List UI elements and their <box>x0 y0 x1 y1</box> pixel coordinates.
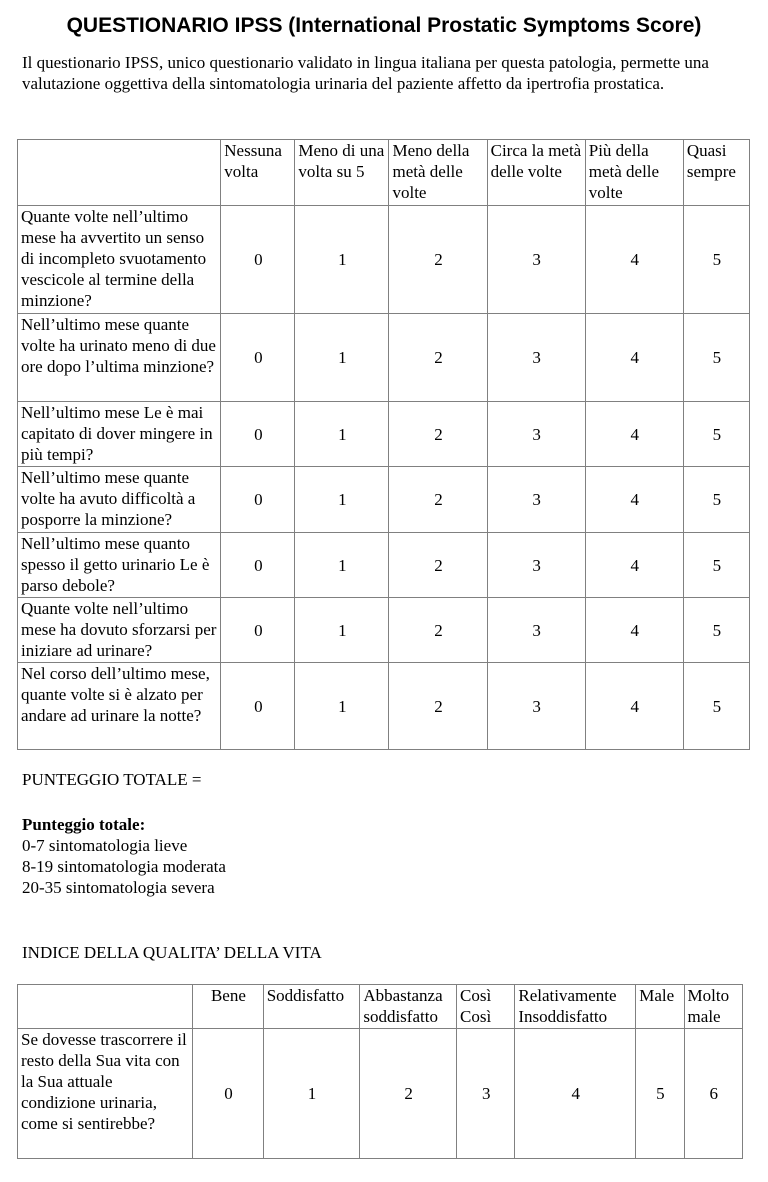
ipss-question-row <box>18 402 750 467</box>
question-text: Nell’ultimo mese quante volte ha urinato meno di due ore dopo l’ultima minzione? <box>18 314 221 402</box>
score-cell: 1 <box>295 314 389 402</box>
score-cell: 3 <box>487 663 585 750</box>
score-cell: 0 <box>221 598 295 663</box>
score-cell: 4 <box>585 402 683 467</box>
score-cell: 4 <box>585 467 683 533</box>
score-cell: 2 <box>389 402 487 467</box>
score-cell: 3 <box>457 1029 515 1159</box>
ipss-header-cell: Quasi sempre <box>683 140 749 206</box>
qol-header-cell: Relativamente Insoddisfatto <box>515 985 636 1029</box>
score-cell: 3 <box>487 402 585 467</box>
ipss-question-row <box>18 533 750 598</box>
qol-header-cell: Soddisfatto <box>263 985 360 1029</box>
score-cell: 3 <box>487 533 585 598</box>
total-score-line: PUNTEGGIO TOTALE = <box>22 770 202 789</box>
score-cell: 4 <box>585 598 683 663</box>
ipss-question-row <box>18 663 750 750</box>
qol-header-cell: Abbastanza soddisfatto <box>360 985 457 1029</box>
score-cell: 3 <box>487 206 585 314</box>
score-key <box>22 814 226 898</box>
qol-header-cell <box>18 985 193 1029</box>
ipss-header-cell: Nessuna volta <box>221 140 295 206</box>
score-cell: 0 <box>221 206 295 314</box>
score-cell: 4 <box>585 663 683 750</box>
page-title: QUESTIONARIO IPSS (International Prostatic Symptoms Score) <box>66 14 702 37</box>
qol-header-cell: Così Così <box>457 985 515 1029</box>
score-cell: 2 <box>389 598 487 663</box>
question-text: Nell’ultimo mese quanto spesso il getto urinario Le è parso debole? <box>18 533 221 598</box>
ipss-header-cell: Più della metà delle volte <box>585 140 683 206</box>
qol-table <box>17 984 743 1159</box>
score-range: 20-35 sintomatologia severa <box>22 878 215 897</box>
score-cell: 0 <box>221 533 295 598</box>
score-cell: 0 <box>221 314 295 402</box>
score-cell: 1 <box>295 402 389 467</box>
score-cell: 2 <box>389 206 487 314</box>
score-cell: 0 <box>221 663 295 750</box>
score-cell: 4 <box>585 533 683 598</box>
score-cell: 5 <box>683 314 749 402</box>
score-cell: 0 <box>221 402 295 467</box>
score-cell: 3 <box>487 467 585 533</box>
score-cell: 3 <box>487 598 585 663</box>
score-cell: 2 <box>389 663 487 750</box>
ipss-question-row <box>18 314 750 402</box>
score-cell: 1 <box>295 467 389 533</box>
score-cell: 2 <box>389 467 487 533</box>
ipss-table <box>17 139 750 750</box>
score-cell: 1 <box>295 598 389 663</box>
qol-question-row <box>18 1029 743 1159</box>
score-cell: 5 <box>683 467 749 533</box>
question-text: Quante volte nell’ultimo mese ha dovuto sforzarsi per iniziare ad urinare? <box>18 598 221 663</box>
qol-header-cell: Male <box>636 985 684 1029</box>
score-cell: 2 <box>360 1029 457 1159</box>
score-cell: 1 <box>295 533 389 598</box>
score-cell: 5 <box>683 402 749 467</box>
ipss-header-cell <box>18 140 221 206</box>
qol-heading: INDICE DELLA QUALITA’ DELLA VITA <box>22 943 322 962</box>
score-cell: 4 <box>585 206 683 314</box>
score-cell: 4 <box>515 1029 636 1159</box>
ipss-question-row <box>18 598 750 663</box>
score-cell: 4 <box>585 314 683 402</box>
qol-header-cell: Bene <box>193 985 263 1029</box>
ipss-question-row <box>18 206 750 314</box>
score-cell: 3 <box>487 314 585 402</box>
ipss-header-cell: Meno di una volta su 5 <box>295 140 389 206</box>
question-text: Nell’ultimo mese quante volte ha avuto difficoltà a posporre la minzione? <box>18 467 221 533</box>
score-cell: 5 <box>683 663 749 750</box>
ipss-question-row <box>18 467 750 533</box>
score-cell: 2 <box>389 314 487 402</box>
score-cell: 1 <box>295 663 389 750</box>
qol-header-row <box>18 985 743 1029</box>
score-cell: 1 <box>295 206 389 314</box>
ipss-header-cell: Circa la metà delle volte <box>487 140 585 206</box>
intro-paragraph: Il questionario IPSS, unico questionario validato in lingua italiana per questa patologia, permette una valutazione oggettiva della sintomatologia urinaria del paziente affetto da ipertrofia prostatica. <box>22 53 709 93</box>
score-cell: 5 <box>683 598 749 663</box>
score-cell: 5 <box>636 1029 684 1159</box>
score-cell: 5 <box>683 533 749 598</box>
qol-question-text: Se dovesse trascorrere il resto della Sua vita con la Sua attuale condizione urinaria, come si sentirebbe? <box>18 1029 193 1159</box>
score-cell: 6 <box>684 1029 742 1159</box>
score-cell: 5 <box>683 206 749 314</box>
ipss-header-cell: Meno della metà delle volte <box>389 140 487 206</box>
score-cell: 0 <box>193 1029 263 1159</box>
score-cell: 0 <box>221 467 295 533</box>
score-range: 8-19 sintomatologia moderata <box>22 857 226 876</box>
question-text: Nel corso dell’ultimo mese, quante volte si è alzato per andare ad urinare la notte? <box>18 663 221 750</box>
score-cell: 1 <box>263 1029 360 1159</box>
score-cell: 2 <box>389 533 487 598</box>
ipss-header-row <box>18 140 750 206</box>
score-range: 0-7 sintomatologia lieve <box>22 836 188 855</box>
score-key-heading: Punteggio totale: <box>22 815 146 834</box>
question-text: Quante volte nell’ultimo mese ha avvertito un senso di incompleto svuotamento vescicole al termine della minzione? <box>18 206 221 314</box>
question-text: Nell’ultimo mese Le è mai capitato di dover mingere in più tempi? <box>18 402 221 467</box>
qol-header-cell: Molto male <box>684 985 742 1029</box>
